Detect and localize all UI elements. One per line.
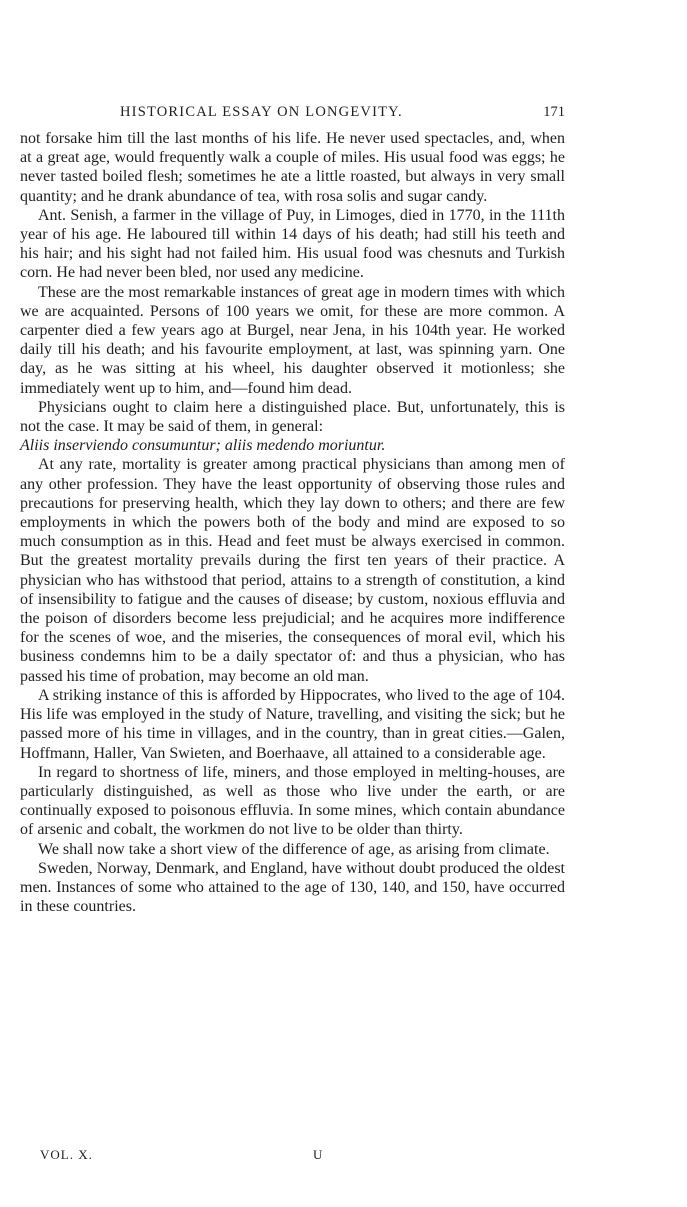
page-number: 171 xyxy=(543,104,565,120)
paragraph: A striking instance of this is afforded by Hippocrates, who lived to the age of 104. His life was employed in the study of Nature, travelling, and visiting the sick; but he passed more of his time in villages, and in the country, than in great cities.—Galen, Hoffmann, Haller, Van Swieten, and Boerhaave, all attained to a considerable age. xyxy=(20,686,565,762)
paragraph: These are the most remarkable instances of great age in modern times with which we are acquainted. Persons of 100 years we omit, for these are more common. A carpenter died a few years ago at Burgel, near Jena, in his 104th year. He worked daily till his death; and his favourite employment, at last, was spinning yarn. One day, as he was sitting at his wheel, his daughter observed it motionless; she immediately went up to him, and—found him dead. xyxy=(20,283,565,397)
page-footer xyxy=(20,1147,565,1167)
paragraph: We shall now take a short view of the difference of age, as arising from climate. xyxy=(38,840,550,858)
page-header xyxy=(20,104,565,124)
signature-mark: U xyxy=(313,1147,323,1162)
volume-label: VOL. X. xyxy=(40,1147,93,1162)
paragraph: Sweden, Norway, Denmark, and England, have without doubt produced the oldest men. Instances of some who attained to the age of 130, 140, and 150, have occurred in these countries. xyxy=(20,859,565,916)
paragraph: At any rate, mortality is greater among practical physicians than among men of any other profession. They have the least opportunity of observing those rules and precautions for preserving health, which they lay down to others; and there are few employments in which the powers both of the body and mind are exposed to so much consumption as in this. Head and feet must be always exercised in common. But the greatest mortality prevails during the first ten years of their practice. A physician who has withstood that period, attains to a strength of constitution, a kind of insensibility to fatigue and the causes of disease; by custom, noxious effluvia and the poison of disorders become less prejudicial; and he acquires more indifference for the scenes of woe, and the miseries, the consequences of moral evil, which his business condemns him to be a daily spectator of: and thus a physician, who has passed his time of probation, may become an old man. xyxy=(20,456,565,685)
running-head: HISTORICAL ESSAY ON LONGEVITY. xyxy=(120,104,403,120)
paragraph: Physicians ought to claim here a distinguished place. But, unfortunately, this is not the case. It may be said of them, in general: xyxy=(20,398,565,436)
body-text xyxy=(20,129,565,916)
latin-quotation: Aliis inserviendo consumuntur; aliis medendo moriuntur. xyxy=(20,437,386,455)
paragraph: In regard to shortness of life, miners, and those employed in melting-houses, are particularly distinguished, as well as those who live under the earth, or are continually exposed to poisonous effluvia. In some mines, which contain abundance of arsenic and cobalt, the workmen do not live to be older than thirty. xyxy=(20,763,565,839)
paragraph: Ant. Senish, a farmer in the village of Puy, in Limoges, died in 1770, in the 111th year of his age. He laboured till within 14 days of his death; had still his teeth and his hair; and his sight had not failed him. His usual food was chesnuts and Turkish corn. He had never been bled, nor used any medicine. xyxy=(20,206,565,282)
paragraph: not forsake him till the last months of his life. He never used spectacles, and, when at a great age, would frequently walk a couple of miles. His usual food was eggs; he never tasted boiled flesh; sometimes he ate a little roasted, but always in very small quantity; and he drank abundance of tea, with rosa solis and sugar candy. xyxy=(20,130,565,205)
